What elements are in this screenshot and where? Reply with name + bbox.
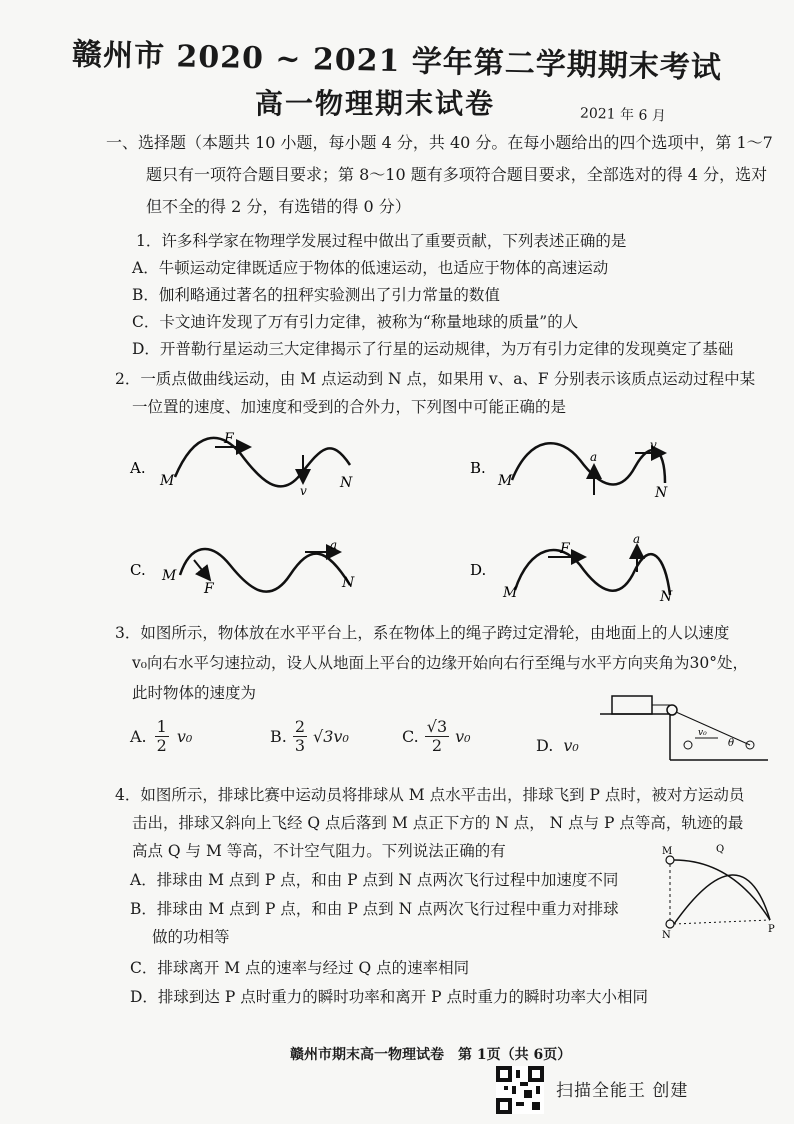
q3-a-num: 1 [156,717,167,736]
q2-d-a: a [633,532,641,546]
q2-d-curve [515,550,670,595]
q3-d-tail: v₀ [563,736,579,755]
q4-ball-N [666,920,674,928]
scanner-watermark: 扫描全能王 创建 [556,1081,689,1101]
q4-baseline-NP [674,920,770,924]
q3-b-tail: √3v₀ [313,727,349,746]
q2-a-F: F [224,431,234,447]
q3-b-num: 2 [294,717,306,736]
q2-figures [120,425,780,615]
q3-fig-theta: θ [728,738,735,749]
q3-figure [600,690,770,765]
q3-option-c-label: C. [402,727,419,746]
page-footer: 赣州市期末高一物理试卷 第 1页（共 6页） [290,1047,572,1063]
q3-rope [676,712,750,745]
q3-c-tail: v₀ [455,727,471,746]
q4-fig-Q: Q [716,844,725,855]
q2-d-N: N [660,589,673,605]
q2-label-c: C. [130,561,146,579]
q4-option-b-line2: 做的功相等 [152,928,230,946]
q3-a-den: 2 [156,736,167,755]
q1-option-a: A．牛顿运动定律既适应于物体的低速运动，也适应于物体的高速运动 [132,259,609,277]
q4-stem-line3: 高点 Q 与 M 等高，不计空气阻力。下列说法正确的有 [132,842,506,860]
q2-b-a: a [590,450,598,464]
q3-pulley [667,705,677,715]
q1-stem: 1．许多科学家在物理学发展过程中做出了重要贡献，下列表述正确的是 [136,232,627,250]
q4-ball-M [666,856,674,864]
q2-label-d: D. [470,561,487,579]
q3-option-a-label: A. [130,727,147,746]
q2-b-N: N [655,485,668,501]
q4-figure [652,838,782,948]
exam-title: 赣州市 2020 ~ 2021 学年第二学期期末考试 [71,37,723,86]
q3-fig-v0: v₀ [698,728,707,738]
q4-option-a: A．排球由 M 点到 P 点，和由 P 点到 N 点两次飞行过程中加速度不同 [130,871,619,889]
q3-option-b-label: B. [270,727,287,746]
q2-c-a: a [330,538,338,552]
q2-a-M: M [160,473,175,489]
q3-option-a [130,718,192,755]
q2-c-N: N [342,575,355,591]
q2-a-N: N [340,475,353,491]
q4-fig-M: M [662,846,673,857]
q3-option-c-fraction [425,718,449,755]
q2-d-F: F [560,541,570,557]
q1-option-b: B．伽利略通过著名的扭秤实验测出了引力常量的数值 [132,286,500,304]
q3-stem-line2: v₀向右水平匀速拉动，设人从地面上平台的边缘开始向右行至绳与水平方向夹角为30°处， [132,654,748,672]
q4-option-c: C．排球离开 M 点的速率与经过 Q 点的速率相同 [130,959,470,977]
q1-option-c: C．卡文迪许发现了万有引力定律，被称为“称量地球的质量”的人 [132,313,579,331]
q2-c-M: M [162,568,177,584]
q4-option-d: D．排球到达 P 点时重力的瞬时功率和离开 P 点时重力的瞬时功率大小相同 [130,988,648,1006]
q3-a-tail: v₀ [176,727,193,746]
section-instructions-line1: 一、选择题（本题共 10 小题，每小题 4 分，共 40 分。在每小题给出的四个选项中，第 1～7 [106,133,773,152]
qr-code-icon [496,1066,544,1114]
q2-c-F: F [204,581,214,597]
q4-trajectory-MP [674,860,770,920]
q2-b-M: M [498,473,513,489]
q3-option-a-fraction [155,718,169,755]
q2-a-curve [175,438,350,486]
q1-option-d: D．开普勒行星运动三大定律揭示了行星的运动规律，为万有引力定律的发现奠定了基础 [132,340,734,358]
q2-label-b: B. [470,459,486,477]
q4-stem-line1: 4．如图所示，排球比赛中运动员将排球从 M 点水平击出，排球飞到 P 点时，被对方运动员 [115,786,745,804]
q2-a-v: v [300,484,307,498]
q2-c-force-arrow [194,560,210,580]
q3-c-den: 2 [431,736,443,755]
section-instructions-line2: 题只有一项符合题目要求；第 8～10 题有多项符合题目要求，全部选对的得 4 分，选对 [146,165,768,184]
q3-option-b-fraction [293,718,307,755]
q3-stem-line3: 此时物体的速度为 [132,684,257,702]
q3-option-d [536,736,579,755]
section-instructions-line3: 但不全的得 2 分，有选错的得 0 分） [146,197,411,216]
q3-stem-line1: 3．如图所示，物体放在水平平台上，系在物体上的绳子跨过定滑轮，由地面上的人以速度 [115,624,730,642]
q3-c-num: √3 [426,717,448,736]
q2-stem-line2: 一位置的速度、加速度和受到的合外力，下列图中可能正确的是 [132,398,567,416]
exam-subtitle: 高一物理期末试卷 [255,87,496,120]
q3-option-c [402,718,471,755]
q4-stem-line2: 击出，排球又斜向上飞经 Q 点后落到 M 点正下方的 N 点， N 点与 P 点等高，轨迹的最 [132,814,744,832]
q4-fig-P: P [768,924,775,935]
q3-person-start [684,741,692,749]
q2-b-curve [512,443,665,484]
q2-d-M: M [503,585,518,601]
q3-b-den: 3 [294,736,306,755]
q3-block [612,696,652,714]
q3-option-d-label: D. [536,736,554,755]
q4-fig-N: N [662,930,671,941]
exam-date: 2021 年 6 月 [579,105,667,125]
q3-option-b [270,718,349,755]
q2-label-a: A. [130,459,146,477]
q4-option-b-line1: B．排球由 M 点到 P 点，和由 P 点到 N 点两次飞行过程中重力对排球 [130,900,619,918]
q2-stem-line1: 2．一质点做曲线运动，由 M 点运动到 N 点，如果用 v、a、F 分别表示该质点运动过程中某 [115,370,756,388]
q2-b-v: v [650,438,657,452]
